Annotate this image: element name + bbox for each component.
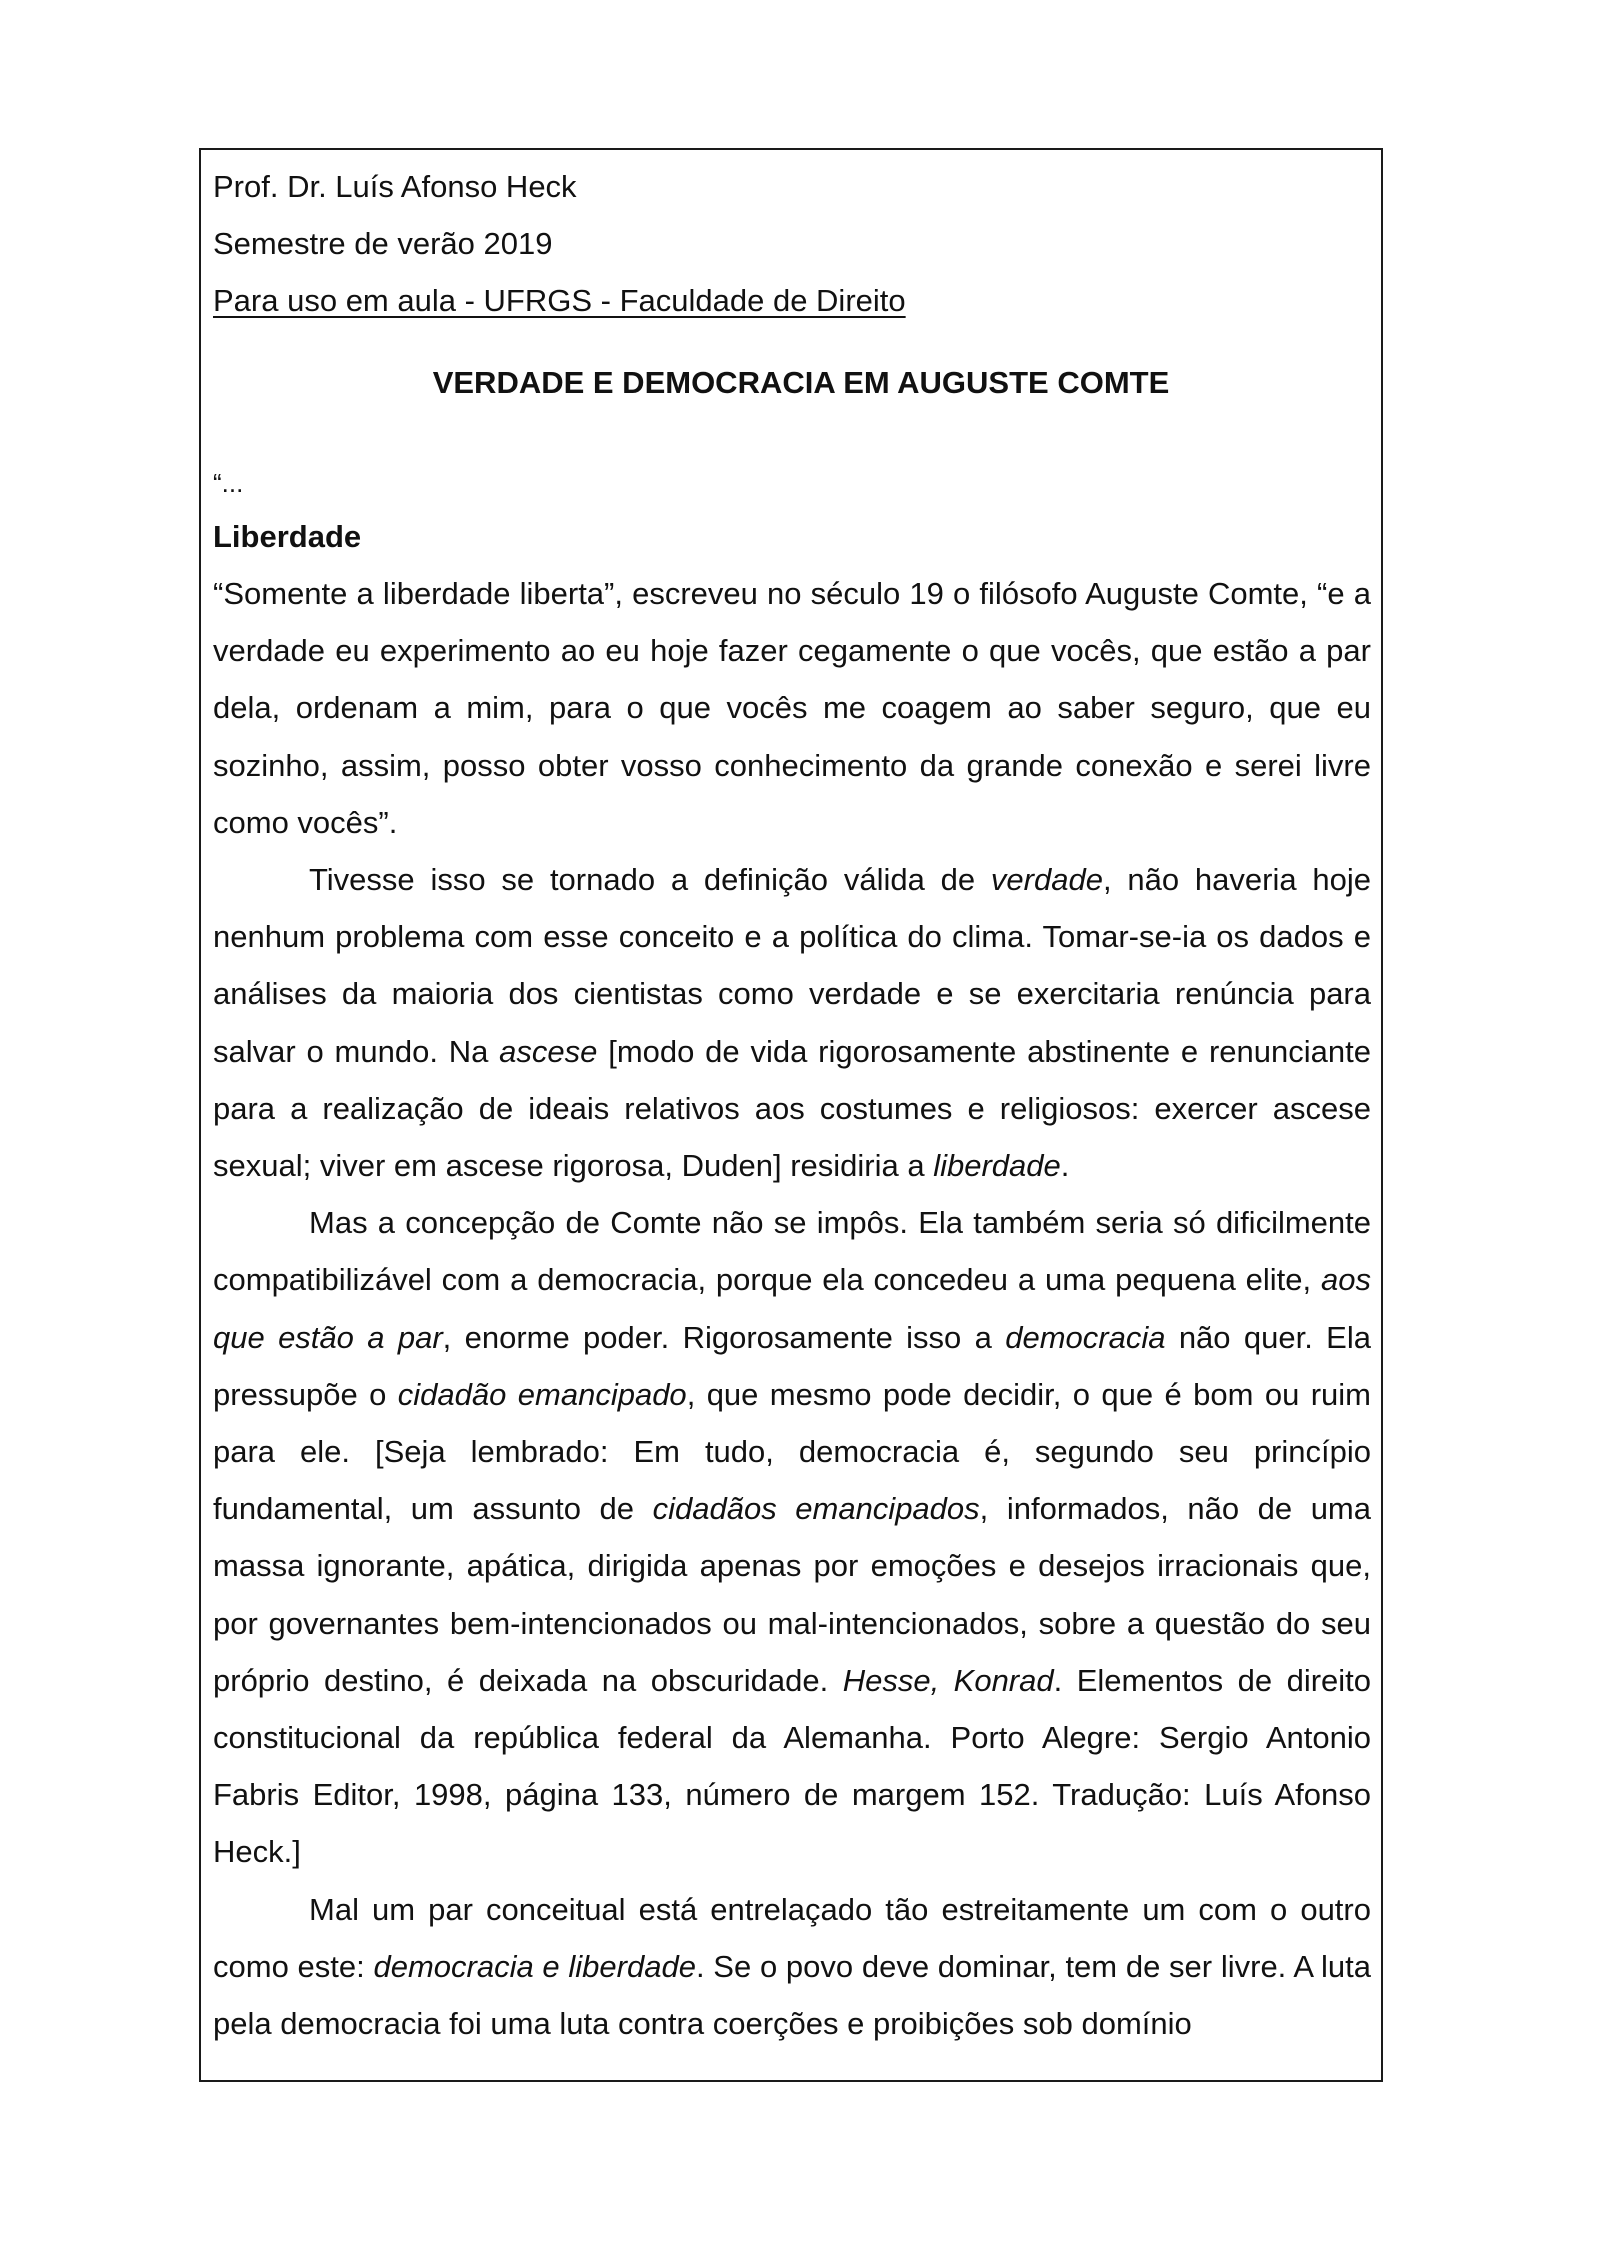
document-title: VERDADE E DEMOCRACIA EM AUGUSTE COMTE bbox=[432, 365, 1170, 400]
p3-text-a: Mas a concepção de Comte não se impôs. Ela também seria só dificilmente compatibilizável com a democracia, porque ela concedeu a uma pequena elite, bbox=[213, 1205, 1371, 1298]
paragraph-4 bbox=[213, 1881, 1371, 2053]
author-line: Prof. Dr. Luís Afonso Heck bbox=[213, 169, 577, 204]
usage-note-text: Para uso em aula - UFRGS - Faculdade de Direito bbox=[213, 283, 906, 318]
p2-text-c: , não haveria hoje nenhum problema com esse conceito e a política do clima. Tomar-se-ia os dados e análises da maioria dos cientistas como verdade e se exercitaria renúncia para salvar o mundo. Na bbox=[213, 862, 1371, 1069]
p3-text-i: , informados, não de uma massa ignorante, apática, dirigida apenas por emoções e desejos irracionais que, por governantes bem-intencionados ou mal-intencionados, sobre a questão do seu próprio destino, é deixada na obscuridade. bbox=[213, 1491, 1371, 1698]
section-heading-liberdade: Liberdade bbox=[213, 519, 362, 554]
p4-text-c: . Se o povo deve dominar, tem de ser livre. A luta pela democracia foi uma luta contra coerções e proibições sob domínio bbox=[213, 1948, 1371, 2042]
paragraph-1: “Somente a liberdade liberta”, escreveu no século 19 o filósofo Auguste Comte, “e a verdade eu experimento ao eu hoje fazer cegamente o que vocês, que estão a par dela, ordenam a mim, para o que vocês me coagem ao saber seguro, que eu sozinho, assim, posso obter vosso conhecimento da grande conexão e serei livre como vocês”. bbox=[213, 576, 1371, 840]
p2-text-e: [modo de vida rigorosamente abstinente e renunciante para a realização de ideais relativos aos costumes e religiosos: exercer ascese sexual; viver em ascese rigorosa, Duden] residiria a bbox=[213, 1033, 1371, 1184]
p2-emphasis-ascese: ascese bbox=[499, 1033, 598, 1069]
paragraph-3 bbox=[213, 1194, 1371, 1880]
p3-text-c: , enorme poder. Rigorosamente isso a bbox=[442, 1319, 1006, 1355]
semester-line: Semestre de verão 2019 bbox=[213, 226, 553, 261]
p4-emphasis-democracia-e-liberdade: democracia e liberdade bbox=[373, 1948, 696, 1984]
p3-text-g: , que mesmo pode decidir, o que é bom ou ruim para ele. [Seja lembrado: Em tudo, democracia é, segundo seu princípio fundamental, um assunto de bbox=[213, 1376, 1372, 1527]
p3-emphasis-democracia: democracia bbox=[1005, 1319, 1166, 1355]
opening-ellipsis: “... bbox=[213, 468, 244, 498]
p3-emphasis-cidadaos-emancipados: cidadãos emancipados bbox=[652, 1491, 980, 1527]
document-header bbox=[213, 150, 1371, 329]
usage-note-line bbox=[213, 272, 1371, 329]
p3-citation-author: Hesse, Konrad bbox=[842, 1662, 1054, 1698]
p3-text-k: . Elementos de direito constitucional da república federal da Alemanha. Porto Alegre: Sergio Antonio Fabris Editor, 1998, página 133, número de margem 152. Tradução: Luís Afonso Heck.] bbox=[213, 1662, 1372, 1870]
paragraph-2 bbox=[213, 851, 1371, 1194]
document-frame bbox=[199, 148, 1383, 2082]
p3-text-e: não quer. Ela pressupõe o bbox=[213, 1319, 1371, 1412]
p2-emphasis-verdade: verdade bbox=[990, 862, 1103, 898]
p2-text-g: . bbox=[1060, 1148, 1070, 1184]
body-text bbox=[213, 565, 1371, 2052]
p2-text-a: Tivesse isso se tornado a definição válida de bbox=[309, 862, 991, 898]
p4-text-a: Mal um par conceitual está entrelaçado tão estreitamente um com o outro como este: bbox=[213, 1891, 1371, 1984]
p2-emphasis-liberdade: liberdade bbox=[933, 1148, 1061, 1184]
p3-emphasis-cidadao-emancipado: cidadão emancipado bbox=[397, 1376, 687, 1412]
p3-emphasis-aos-que-estao-a-par: aos que estão a par bbox=[213, 1262, 1371, 1355]
